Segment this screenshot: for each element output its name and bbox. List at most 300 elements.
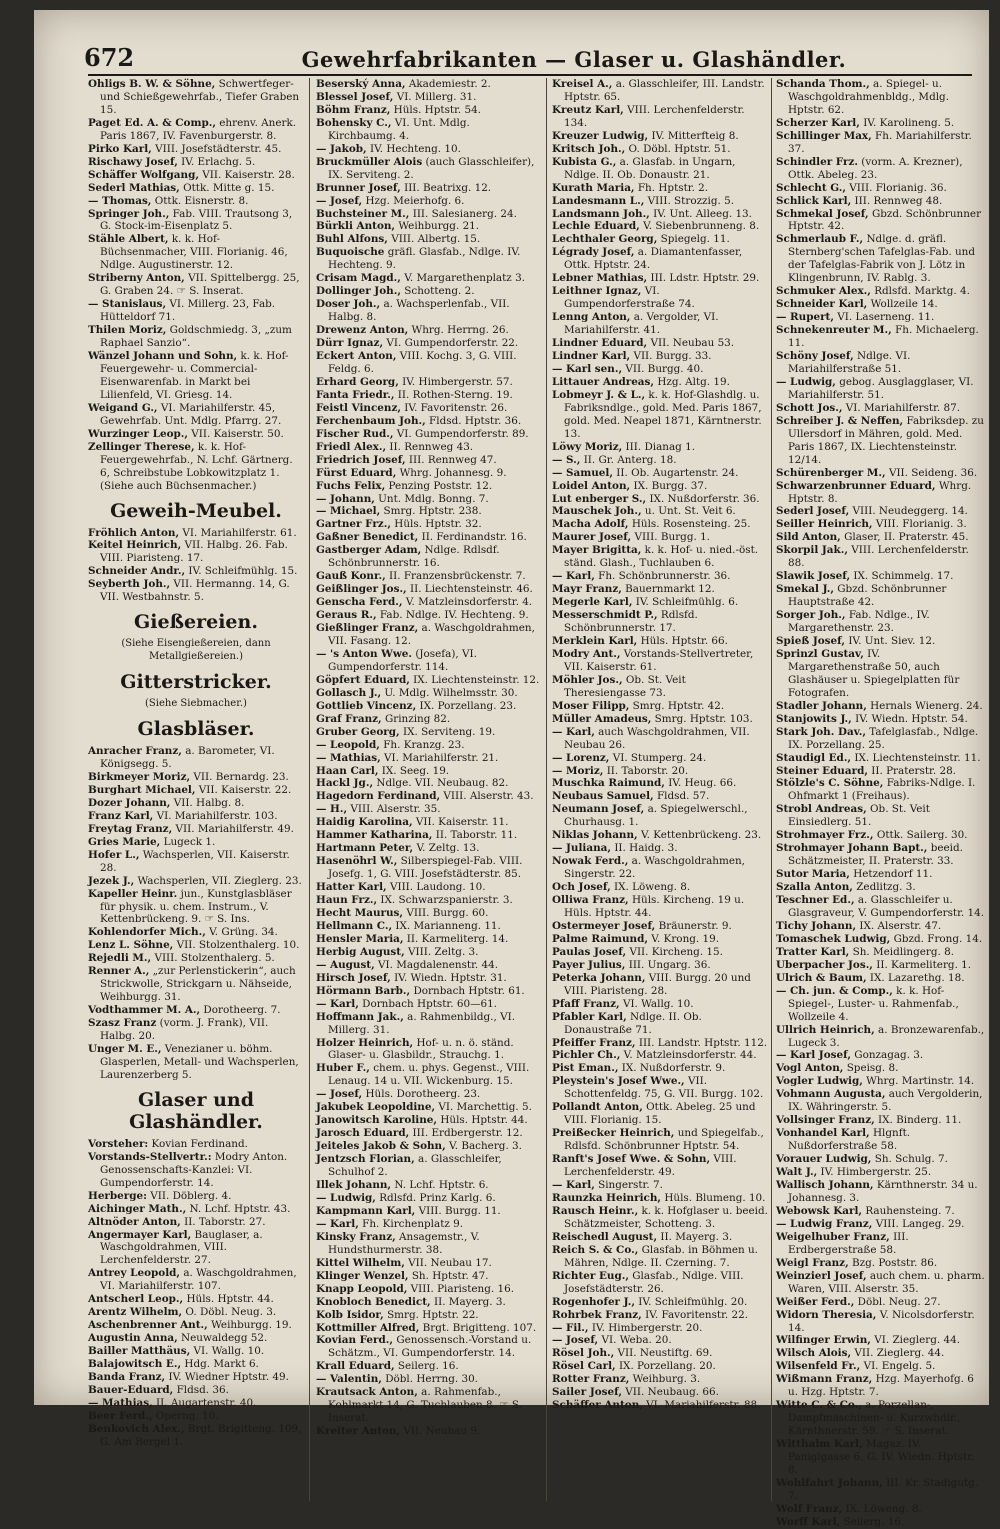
entry-name: Hatter Karl, [316,881,387,894]
directory-entry [316,700,540,713]
directory-entry [88,272,304,298]
entry-name: Vodthammer M. A., [88,1004,201,1017]
entry-name: Weigand G., [88,401,158,414]
entry-address: VII. Zieglerg. 44. [851,1347,945,1360]
entry-address: Tafelglasfab., Ndlge. IX. Porzellang. 25. [788,725,979,751]
directory-entry [776,311,986,324]
entry-address: N. Lchf. Hptstr. 43. [186,1202,291,1215]
entry-name: Landsmann Joh., [552,207,650,220]
entry-name: Schott Jos., [776,401,843,414]
directory-entry [552,609,768,635]
column-divider [309,78,310,1501]
entry-address: IX. Schimmelg. 17. [850,570,954,583]
entry-name: — Leopold, [316,738,380,751]
directory-entry [552,998,768,1011]
directory-entry [776,635,986,648]
directory-entry [776,933,986,946]
entry-name: — Josef, [552,1334,599,1347]
directory-entry [552,220,768,233]
directory-entry [316,1425,540,1438]
directory-entry [552,337,768,350]
directory-entry [552,182,768,195]
entry-name: Vogler Ludwig, [776,1075,863,1088]
entry-address: Hernals Wienerg. 24. [866,699,983,712]
page-title: Gewehrfabrikanten — Glaser u. Glashändler. [301,47,847,72]
entry-name: Lindner Karl, [552,350,631,363]
directory-entry [88,233,304,272]
entry-address: beeid. Schätzmeister, II. Praterstr. 33. [788,842,963,868]
entry-name: Ranft's Josef Wwe. & Sohn, [552,1153,711,1166]
entry-address: VII. Stolzenthalerg. 10. [173,939,300,952]
entry-name: Ulrich & Baum, [776,971,867,984]
directory-entry [88,1410,304,1423]
entry-name: Gries Marie, [88,835,161,848]
directory-entry [776,208,986,234]
section-heading: Glasbläser. [137,718,255,741]
entry-address: chem. u. phys. Gegenst., VIII. Lenaug. 14 u. VII. Wickenburg. 15. [328,1062,530,1088]
directory-entry [552,1153,768,1179]
entry-address: II. Gr. Anterg. 18. [580,453,677,466]
entry-name: Springer Joh., [88,207,170,220]
entry-address: Smrg. Hptstr. 103. [651,712,753,725]
directory-entry [88,578,304,604]
entry-name: Teschner Ed., [776,894,855,907]
entry-name: Seyberth Joh., [88,578,171,591]
entry-name: — Michael, [316,505,381,518]
entry-name: Haidig Karolina, [316,816,413,829]
directory-entry [776,803,986,829]
entry-address: a. Waschgoldrahmen, VII. Fasang. 12. [328,622,535,647]
entry-address: IX. Liechtensteinstr. 12. [409,673,540,686]
directory-entry [316,583,540,596]
entry-address: IX. Liechtensteinstr. 11. [851,751,981,764]
entry-name: — Ch. jun. & Comp., [776,984,893,997]
entry-name: Herbig August, [316,945,405,958]
directory-entry [316,713,540,726]
directory-entry [316,687,540,700]
entry-address: a. Diamantenfasser, Ottk. Hptstr. 24. [564,246,743,272]
entry-name: Neumann Josef, [552,803,645,816]
entry-name: Merklein Karl, [552,634,638,647]
directory-entry [316,1179,540,1192]
directory-entry [88,1371,304,1384]
entry-address: Weihburg. 3. [629,1373,701,1386]
directory-entry [776,1153,986,1166]
entry-address: VII. Halbg. 26. Fab. VIII. Piaristeng. 17. [100,539,288,565]
entry-name: — Karl, [552,1179,595,1192]
directory-entry [88,156,304,169]
entry-address: II. Taborstr. 27. [180,1215,266,1228]
entry-address: Schotteng. 2. [400,285,475,298]
entry-address: Rdlsfd. Marktg. 4. [870,285,970,298]
entry-address: III. Ungarg. 36. [625,958,711,971]
entry-name: Ohligs B. W. & Söhne, [88,78,216,90]
entry-name: Benkovich Alex., [88,1422,185,1435]
entry-name: Webowsk Karl, [776,1204,863,1217]
entry-name: Angermayer Karl, [88,1228,192,1241]
directory-entry [316,1386,540,1425]
entry-name: Seiller Heinrich, [776,518,873,531]
entry-name: Hasenöhrl W., [316,855,398,868]
directory-entry [776,182,986,195]
entry-name: Witthalm Karl, [776,1438,863,1451]
entry-name: — Rupert, [776,311,834,324]
entry-name: Rischawy Josef, [88,155,178,168]
directory-entry [316,596,540,609]
directory-entry [316,389,540,402]
directory-entry [316,855,540,881]
entry-name: Kritsch Joh., [552,142,626,155]
directory-entry [552,1231,768,1244]
entry-name: Schindler Frz. [776,155,858,168]
directory-entry [316,428,540,441]
entry-address: VII. Neustiftg. 69. [614,1347,713,1360]
directory-entry [316,1062,540,1088]
entry-address: V. Bacherg. 3. [445,1140,522,1153]
entry-address: gebog. Ausglagglaser, VI. Mariahilferstr. 51. [788,375,974,401]
directory-entry [316,531,540,544]
directory-entry [88,797,304,810]
entry-address: Hüls. Kircheng. 19 u. Hüls. Hptstr. 44. [564,894,745,919]
entry-address: Whrg. Herrng. 26. [408,324,509,337]
entry-name: Pfabler Karl, [552,1010,627,1023]
entry-address: Glaser, II. Praterstr. 45. [840,531,969,544]
entry-name: Brunner Josef, [316,181,401,194]
directory-entry [88,1151,304,1190]
entry-address: IV. Schleifmühlg. 15. [185,565,298,578]
directory-entry [88,926,304,939]
directory-entry [552,441,768,454]
entry-address: VIII. Piaristeng. 16. [407,1282,515,1295]
directory-entry [88,539,304,565]
directory-entry [316,117,540,143]
directory-entry [552,920,768,933]
entry-name: Keitel Heinrich, [88,539,182,552]
entry-address: III. Erdbergerstraße 58. [788,1230,909,1256]
entry-address: a. Barometer, VI. Königsegg. 5. [100,745,275,771]
entry-address: III. Rennweg 48. [851,194,943,207]
directory-entry [88,117,304,143]
directory-entry [776,842,986,868]
directory-entry [88,1043,304,1082]
directory-entry [552,143,768,156]
directory-entry [316,570,540,583]
entry-address: IX. Schwarzspanierstr. 3. [377,894,513,907]
entry-name: Kurath Maria, [552,181,635,194]
entry-name: Kreiter Anton, [316,1425,401,1438]
directory-entry [316,1011,540,1037]
entry-address: III. Ldstr. Hptstr. 29. [647,272,760,285]
entry-name: Fischer Rud., [316,427,394,440]
entry-name: Weigelhuber Franz, [776,1230,890,1243]
directory-entry [316,505,540,518]
directory-entry [552,156,768,182]
entry-name: Ferchenbaum Joh., [316,414,426,427]
entry-name: Kreuzer Ludwig, [552,129,649,142]
directory-entry [316,350,540,376]
entry-address: IV. Margarethenstraße 50, auch Glashäuser u. Spiegelplatten für Fotografen. [788,647,960,699]
entry-address: IV. Schleifmühlg. 6. [632,596,739,609]
entry-name: Kreutz Karl, [552,103,624,116]
entry-name: Graf Franz, [316,712,382,725]
entry-address: a. Glasfab. in Ungarn, Ndlge. II. Ob. Donaustr. 21. [564,155,736,181]
entry-address: VI. Mariahilferstr. 45, Gewehrfab. Unt. Mdlg. Pfarrg. 27. [100,401,282,427]
directory-entry [552,972,768,998]
entry-address: Wollzeile 14. [867,298,938,311]
directory-entry [88,1190,304,1203]
directory-entry [552,208,768,221]
directory-entry [552,376,768,389]
directory-entry [552,946,768,959]
entry-name: — Stanislaus, [88,298,167,311]
entry-address: Kovian Ferdinand. [148,1137,248,1150]
entry-name: Bauer-Eduard, [88,1383,174,1396]
entry-name: Krall Eduard, [316,1360,395,1373]
directory-entry [552,1192,768,1205]
entry-address: Genossensch.-Vorstand u. Schätzm., VI. Gumpendorferstr. 14. [328,1334,532,1360]
directory-entry [552,700,768,713]
entry-address: N. Lchf. Hptstr. 6. [391,1179,489,1192]
entry-address: IV. Hechteng. 10. [366,142,461,155]
entry-address: V. Margarethenplatz 3. [400,272,525,285]
entry-address: VI. Mariahilferstr. 103. [153,809,278,822]
entry-address: IX. Marianneng. 11. [392,919,501,932]
entry-address: II. Liechtensteinstr. 46. [406,583,533,596]
directory-entry [88,208,304,234]
entry-address: VIII. Lerchenfelderstr. 88. [788,544,969,570]
entry-name: Blessel Josef, [316,90,394,103]
directory-entry [776,1399,986,1438]
entry-address: IX. Seeg. 19. [378,764,450,777]
entry-address: Penzing Poststr. 12. [385,479,493,492]
entry-address: VI. Stumperg. 24. [609,751,707,764]
entry-name: Vonhandel Karl, [776,1127,870,1140]
entry-address: (Josefa), VI. Gumpendorferstr. 114. [328,647,477,673]
directory-entry [88,888,304,927]
entry-address: II. Mayerg. 3. [430,1295,506,1308]
entry-name: Aichinger Math., [88,1202,187,1215]
directory-entry [552,570,768,583]
entry-address: Fab. VIII. Trautsong 3, G. Stock-im-Eisenplatz 5. [100,207,293,233]
entry-name: Bohensky C., [316,116,392,129]
entry-name: Dollinger Joh., [316,285,401,298]
directory-entry [88,143,304,156]
entry-address: u. Unt. St. Veit 6. [641,505,736,518]
directory-entry [88,1004,304,1017]
entry-address: Grinzing 82. [381,712,451,725]
entry-name: Schwarzenbrunner Eduard, [776,479,936,492]
entry-name: Arentz Wilhelm, [88,1306,183,1319]
directory-entry [316,739,540,752]
directory-entry [316,285,540,298]
directory-entry [88,810,304,823]
directory-entry [776,920,986,933]
directory-entry [552,713,768,726]
entry-address: Ob. St. Veit Einsiedlerg. 51. [788,803,930,829]
entry-address: VI. Mariahilferstr. 61. [179,526,297,539]
entry-name: Pfaff Franz, [552,997,620,1010]
entry-address: Brgt. Brigitteng. 109, G. Am Bergel 1. [100,1422,302,1448]
entry-name: Kohlendorfer Mich., [88,926,206,939]
directory-entry [316,803,540,816]
directory-entry [552,1322,768,1335]
directory-entry [88,1017,304,1043]
directory-entry [776,1334,986,1347]
entry-name: Preißecker Heinrich, [552,1127,675,1140]
entry-address: und Spiegelfab., Rdlsfd. Schönbrunner Hptstr. 54. [564,1127,764,1153]
entry-name: Erhard Georg, [316,375,399,388]
directory-entry [316,1257,540,1270]
entry-name: Gauß Konr., [316,570,386,583]
entry-address: II. Haidg. 3. [611,842,678,855]
directory-entry [88,784,304,797]
directory-entry [776,1049,986,1062]
entry-address: Speisg. 8. [843,1062,899,1075]
directory-entry [88,441,304,493]
entry-address: III. Landstr. Hptstr. 112. [635,1036,768,1049]
entry-address: (vorm. J. Frank), VII. Halbg. 20. [100,1017,269,1043]
entry-name: Lindner Eduard, [552,337,648,350]
entry-address: Singerstr. 7. [594,1179,663,1192]
entry-address: IX. Löweng. 8. [842,1502,922,1515]
entry-name: Szalla Anton, [776,881,853,894]
entry-address: VI. Weba. 20. [598,1334,672,1347]
entry-name: Sprinzl Gustav, [776,647,864,660]
entry-address: Hüls. Rosensteing. 25. [628,518,751,531]
entry-name: Doser Joh., [316,298,381,311]
entry-name: Schneider Andr., [88,565,186,578]
entry-name: Sederl Josef, [776,505,850,518]
entry-address: Glasfab., Ndlge. VIII. Josefstädterstr. 26. [564,1269,744,1295]
entry-address: k. k. Hof-Spiegel-, Luster- u. Rahmenfab., Wollzeile 4. [788,984,959,1023]
directory-entry [776,1347,986,1360]
section-heading: Glaser und Glashändler. [129,1088,263,1133]
entry-address: VIII. Strozzig. 5. [644,194,735,207]
entry-address: VI. Wallg. 10. [190,1345,265,1358]
entry-name: Hartmann Peter, [316,842,414,855]
entry-address: VIII. Stolzenthalerg. 5. [151,952,275,965]
entry-address: Glasfab. in Böhmen u. Mähren, Ndlge. II. Czerning. 7. [564,1243,758,1269]
directory-entry [552,1296,768,1309]
column-divider [546,78,547,1501]
entry-address: Hüls. Dorotheerg. 23. [362,1088,481,1101]
directory-entry [776,518,986,531]
entry-name: Vollsinger Franz, [776,1114,875,1127]
entry-name: Geraus R., [316,609,377,622]
entry-address: III. Erdbergerstr. 12. [409,1127,523,1140]
entry-address: k. k. Hof-Feuergewehr- u. Commercial-Eisenwarenfab. in Markt bei Lilienfeld, VI. Griesg. 14. [100,350,289,401]
directory-entry [776,1114,986,1127]
directory-entry [316,920,540,933]
entry-address: VII. Kaiserstr. 50. [188,427,284,440]
entry-name: — Juliana, [552,842,612,855]
entry-name: Feistl Vincenz, [316,401,401,414]
directory-entry [776,156,986,182]
directory-entry [552,311,768,337]
entry-name: Knapp Leopold, [316,1282,408,1295]
entry-name: Dozer Johann, [88,796,171,809]
directory-entry [776,1127,986,1153]
entry-name: Kinsky Franz, [316,1230,396,1243]
entry-address: Hüls. Blumeng. 10. [661,1191,766,1204]
entry-address: a. Rahmenbildg., VI. Millerg. 31. [328,1010,515,1036]
directory-entry [776,583,986,609]
directory-entry [776,570,986,583]
entry-address: VIII. Lerchenfelderstr. 134. [564,103,745,129]
entry-name: Jakubek Leopoldine, [316,1101,436,1114]
directory-entry [316,674,540,687]
entry-name: Tichy Johann, [776,919,857,932]
entry-address: Fh. Kirchenplatz 9. [358,1217,464,1230]
entry-name: Genscha Ferd., [316,596,403,609]
entry-name: Nowak Ferd., [552,855,629,868]
directory-entry [776,1477,986,1503]
entry-address: II. Karmeliterg. 14. [403,932,509,945]
entry-name: Sild Anton, [776,531,841,544]
entry-name: Pfeiffer Franz, [552,1036,636,1049]
entry-address: VII. Kaiserstr. 11. [412,816,509,829]
entry-name: Vorauer Ludwig, [776,1153,872,1166]
entry-address: Zedlitzg. 3. [852,881,916,894]
entry-name: Wilsenfeld Fr., [776,1360,861,1373]
page-number: 672 [84,43,135,72]
entry-address: VI. Unt. Mdlg. Kirchbaumg. 4. [328,116,470,142]
entry-address: (auch Glasschleifer), IX. Serviteng. 2. [328,155,535,181]
directory-entry [776,609,986,635]
entry-address: Fab. Ndlge. IV. Hechteng. 9. [376,609,529,622]
entry-address: IX. Alserstr. 47. [856,919,942,932]
entry-name: Kottmiller Alfred, [316,1321,420,1334]
entry-name: Sailer Josef, [552,1386,622,1399]
entry-address: IX. Serviteng. 19. [399,725,496,738]
entry-name: Schmerlaub F., [776,233,864,246]
entry-name: Kolb Isidor, [316,1308,384,1321]
entry-address: jun., Kunstglasbläser für physik. u. chem. Instrum., V. Kettenbrückeng. 9. ☞ S. Ins. [100,887,292,926]
entry-name: Gollasch J., [316,686,382,699]
directory-entry [316,91,540,104]
directory-entry [316,518,540,531]
entry-address: II. Rothen-Sterng. 19. [394,388,513,401]
entry-address: VI. Magdalenenstr. 44. [374,958,499,971]
entry-address: a. Rahmenfab., Kohlmarkt 14, G. Tuchlauben 8. ☞ S. Inserat. [328,1386,522,1425]
entry-name: — Ludwig Franz, [776,1217,873,1230]
directory-entry [552,480,768,493]
directory-entry [316,894,540,907]
entry-address: Gbzd. Frong. 14. [890,932,983,945]
entry-name: Weigl Franz, [776,1256,849,1269]
entry-name: Gaßner Benedict, [316,531,419,544]
entry-name: Tomaschek Ludwig, [776,932,891,945]
entry-address: Ndlge. VII. Neubaug. 82. [373,777,509,790]
entry-address: VI. Mariahilferstr. 87. [842,401,961,414]
column-2 [316,78,540,1501]
entry-address: gräfl. Glasfab., Ndlge. IV. Hechteng. 9. [328,246,521,272]
entry-address: VII. Kaiserstr. 28. [198,168,295,181]
entry-address: Ndlge. Rdlsdf. Schönbrunnerstr. 16. [328,544,500,570]
directory-entry [552,1399,768,1412]
section-heading: Geweih-Meubel. [110,499,282,522]
directory-entry [552,531,768,544]
entry-name: Hackl Jg., [316,777,374,790]
entry-address: a. Glasschleifer, III. Landstr. Hptstr. 65. [564,78,765,103]
entry-name: — Valentin, [316,1373,382,1386]
entry-address: VII. Neubau 9. [400,1425,481,1438]
entry-name: Buhl Alfons, [316,233,388,246]
entry-address: VIII. Burgg. 20 und VIII. Piaristeng. 28. [564,971,751,997]
entry-name: Paget Ed. A. & Comp., [88,116,216,129]
entry-address: Hetzendorf 11. [849,868,933,881]
entry-address: VI. Wallg. 10. [619,997,694,1010]
